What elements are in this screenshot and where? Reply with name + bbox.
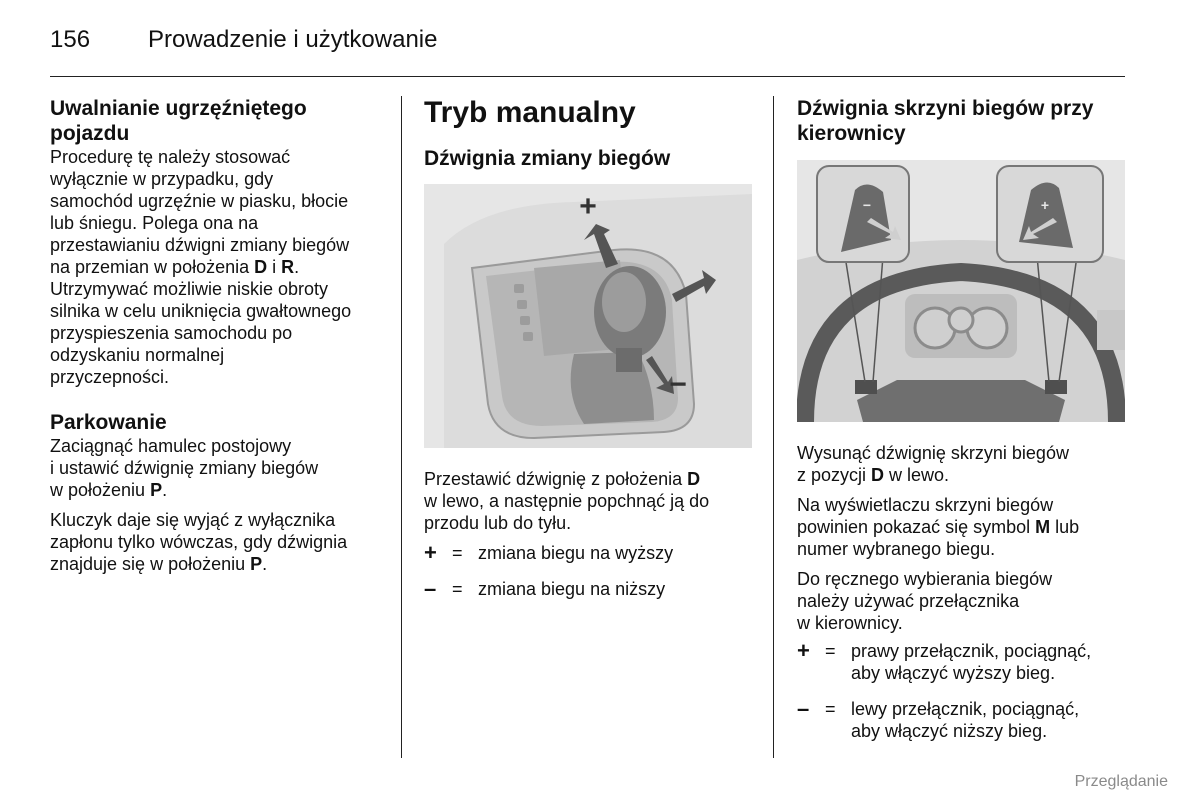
text-line: przyczepności. xyxy=(50,367,170,387)
text-line: i ustawić dźwignię zmiany biegów xyxy=(50,458,319,478)
definition-downshift xyxy=(424,578,754,600)
text-line xyxy=(50,256,385,278)
text-fragment: lub xyxy=(1050,517,1080,537)
gear-key-r: R xyxy=(281,257,295,277)
minus-icon: – xyxy=(797,696,810,721)
text-line: numer wybranego biegu. xyxy=(797,539,996,559)
text-line: Wysunąć dźwignię skrzyni biegów xyxy=(797,443,1069,463)
section-heading-paddles: Dźwignia skrzyni biegów przy kierownicy xyxy=(797,97,1094,145)
gear-key-d: D xyxy=(687,469,701,489)
plus-icon: + xyxy=(797,638,810,663)
subheading-selector-lever: Dźwignia zmiany biegów xyxy=(424,147,671,170)
equals-sign: = xyxy=(825,641,836,661)
plus-label: + xyxy=(1040,197,1050,213)
definition-text: prawy przełącznik, pociągnąć, xyxy=(851,641,1092,661)
paragraph-manual-selection xyxy=(797,568,1127,634)
text-line xyxy=(797,464,1127,486)
text-line: w kierownicy. xyxy=(797,613,903,633)
page-number: 156 xyxy=(50,26,91,53)
equals-sign: = xyxy=(452,579,463,599)
text-line: przodu lub do tyłu. xyxy=(424,513,572,533)
text-fragment: i xyxy=(267,257,282,277)
gear-key-p: P xyxy=(150,480,163,500)
gear-key-m: M xyxy=(1035,517,1051,537)
paragraph-parking xyxy=(50,435,385,501)
text-line: silnika w celu uniknięcia gwałtownego xyxy=(50,301,352,321)
gear-lever-drawing xyxy=(424,184,752,448)
definition-text: lewy przełącznik, pociągnąć, xyxy=(851,699,1080,719)
section-heading-parking: Parkowanie xyxy=(50,411,167,434)
minus-label: − xyxy=(862,197,872,213)
equals-sign: = xyxy=(452,543,463,563)
text-fragment: w lewo. xyxy=(884,465,950,485)
paragraph-move-lever xyxy=(797,442,1127,486)
text-line: Utrzymywać możliwie niskie obroty xyxy=(50,279,329,299)
definition-text: zmiana biegu na wyższy xyxy=(478,543,674,563)
text-line xyxy=(797,516,1127,538)
text-line: Zaciągnąć hamulec postojowy xyxy=(50,436,292,456)
paragraph-display-symbol xyxy=(797,494,1127,560)
minus-icon: – xyxy=(424,576,437,601)
minus-label: − xyxy=(669,368,687,401)
text-line xyxy=(50,479,385,501)
paragraph-lever-usage xyxy=(424,468,754,534)
text-fragment: . xyxy=(162,480,168,500)
column-3 xyxy=(797,96,1127,742)
gear-lever-illustration xyxy=(424,184,752,448)
text-line: przestawianiu dźwigni zmiany biegów xyxy=(50,235,350,255)
text-line: przyspieszenia samochodu po xyxy=(50,323,293,343)
paragraph-unstuck xyxy=(50,146,385,388)
column-1 xyxy=(50,96,385,575)
text-line: w lewo, a następnie popchnąć ją do xyxy=(424,491,710,511)
text-line: Do ręcznego wybierania biegów xyxy=(797,569,1053,589)
text-line: odzyskaniu normalnej xyxy=(50,345,225,365)
column-2 xyxy=(424,96,754,600)
text-fragment: na przemian w położenia xyxy=(50,257,255,277)
steering-wheel-drawing xyxy=(797,160,1125,422)
section-heading-unstuck: Uwalnianie ugrzęźniętego pojazdu xyxy=(50,97,307,145)
text-line: Kluczyk daje się wyjąć z wyłącznika xyxy=(50,510,336,530)
text-line xyxy=(424,468,754,490)
steering-paddles-illustration xyxy=(797,160,1125,422)
definition-text: zmiana biegu na niższy xyxy=(478,579,666,599)
column-divider-1 xyxy=(401,96,402,758)
text-fragment: powinien pokazać się symbol xyxy=(797,517,1036,537)
gear-key-d: D xyxy=(254,257,268,277)
text-line: Na wyświetlaczu skrzyni biegów xyxy=(797,495,1054,515)
browse-link[interactable]: Przeglądanie xyxy=(1074,773,1168,790)
definition-text: aby włączyć niższy bieg. xyxy=(851,721,1048,741)
definition-left-paddle xyxy=(797,698,1127,742)
definition-text: aby włączyć wyższy bieg. xyxy=(851,663,1056,683)
plus-icon: + xyxy=(424,540,437,565)
text-fragment: Przestawić dźwignię z położenia xyxy=(424,469,688,489)
paragraph-key-removal xyxy=(50,509,385,575)
text-fragment: z pozycji xyxy=(797,465,872,485)
text-line: lub śniegu. Polega ona na xyxy=(50,213,259,233)
plus-label: + xyxy=(579,190,597,223)
text-fragment: w położeniu xyxy=(50,480,151,500)
equals-sign: = xyxy=(825,699,836,719)
text-fragment: . xyxy=(262,554,268,574)
text-line: wyłącznie w przypadku, gdy xyxy=(50,169,274,189)
text-line: zapłonu tylko wówczas, gdy dźwignia xyxy=(50,532,348,552)
text-fragment: znajduje się w położeniu xyxy=(50,554,251,574)
gear-key-p: P xyxy=(250,554,263,574)
gear-key-d: D xyxy=(871,465,885,485)
text-fragment: . xyxy=(294,257,300,277)
chapter-title: Prowadzenie i użytkowanie xyxy=(148,26,438,53)
header-divider xyxy=(50,76,1125,77)
text-line xyxy=(50,553,385,575)
definition-upshift xyxy=(424,542,754,564)
text-line: Procedurę tę należy stosować xyxy=(50,147,291,167)
section-title-manual-mode: Tryb manualny xyxy=(424,96,636,129)
text-line: samochód ugrzęźnie w piasku, błocie xyxy=(50,191,349,211)
column-divider-2 xyxy=(773,96,774,758)
text-line: należy używać przełącznika xyxy=(797,591,1020,611)
definition-right-paddle xyxy=(797,640,1127,684)
